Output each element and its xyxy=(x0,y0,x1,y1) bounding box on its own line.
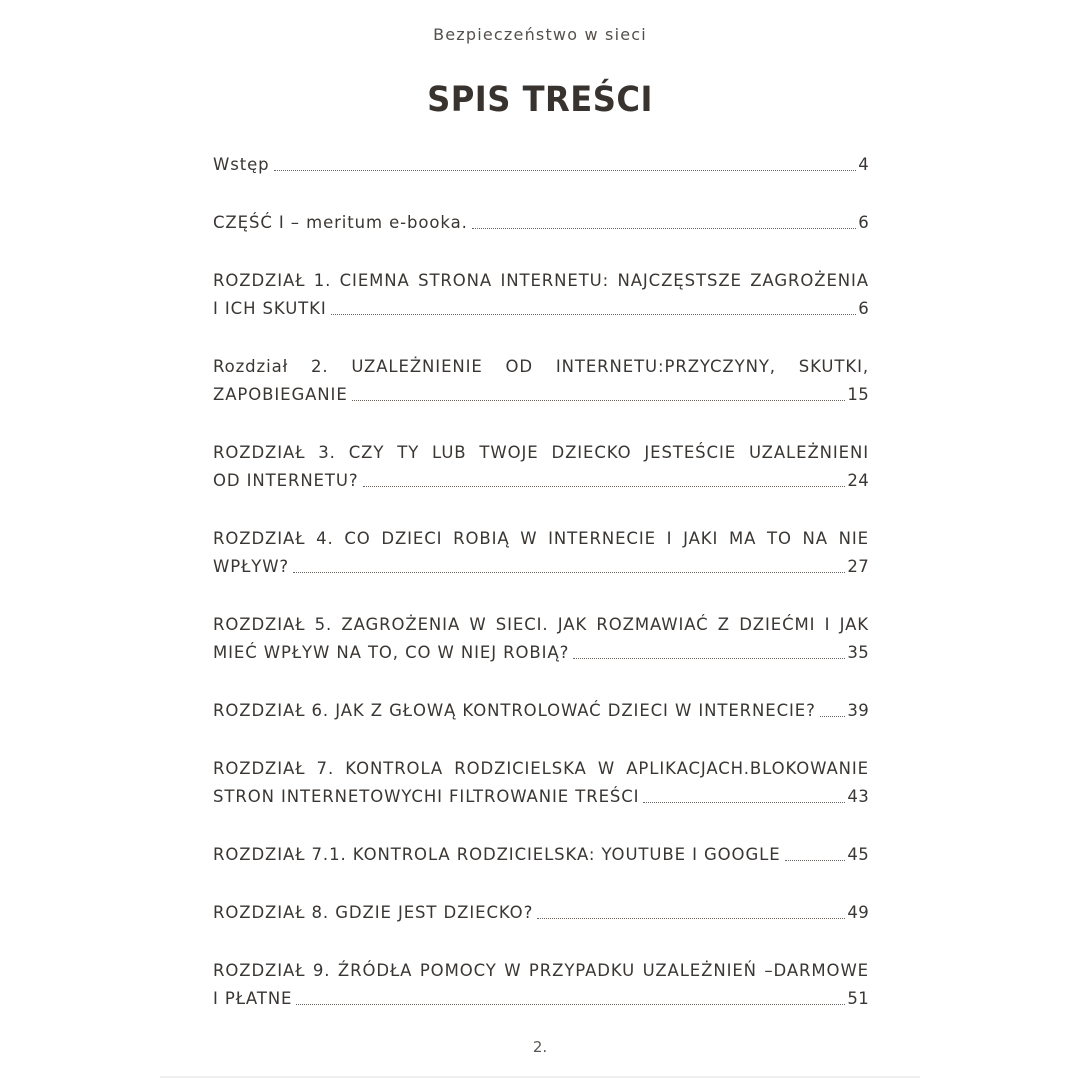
toc-entry-title-line1: ROZDZIAŁ 3. CZY TY LUB TWOJE DZIECKO JESTEŚCIE UZALEŻNIENI xyxy=(213,443,869,462)
toc-entry-title: CZĘŚĆ I – meritum e-booka. xyxy=(213,213,468,232)
dot-leader xyxy=(331,313,857,315)
toc-page-number: 15 xyxy=(847,385,869,404)
toc-entry-title: ROZDZIAŁ 8. GDZIE JEST DZIECKO? xyxy=(213,903,534,922)
toc-page-number: 43 xyxy=(847,787,869,806)
toc-entry[interactable] xyxy=(212,611,869,667)
toc-entry-title-line2: STRON INTERNETOWYCHI FILTROWANIE TREŚCI xyxy=(213,787,640,806)
toc-entry-title-line2: I ICH SKUTKI xyxy=(213,299,327,318)
toc-entry-title: ROZDZIAŁ 7.1. KONTROLA RODZICIELSKA: YOUTUBE I GOOGLE xyxy=(213,845,781,864)
toc-page-number: 6 xyxy=(858,299,869,318)
toc-entry-title-line2: I PŁATNE xyxy=(213,989,293,1008)
toc-entry-title-line1: ROZDZIAŁ 4. CO DZIECI ROBIĄ W INTERNECIE I JAKI MA TO NA NIE xyxy=(213,529,869,548)
toc-page-number: 4 xyxy=(858,155,869,174)
dot-leader xyxy=(573,657,845,659)
toc-entry[interactable] xyxy=(212,841,869,869)
dot-leader xyxy=(537,917,845,919)
dot-leader xyxy=(785,859,846,861)
toc-entry[interactable] xyxy=(212,209,869,237)
toc-entry-title-line1: Rozdział 2. UZALEŻNIENIE OD INTERNETU:PRZYCZYNY, SKUTKI, xyxy=(213,357,869,376)
toc-page-number: 24 xyxy=(847,471,869,490)
dot-leader xyxy=(274,169,857,171)
toc-entry-title-line1: ROZDZIAŁ 5. ZAGROŻENIA W SIECI. JAK ROZMAWIAĆ Z DZIEĆMI I JAK xyxy=(213,615,869,634)
toc-entry-title-line1: ROZDZIAŁ 1. CIEMNA STRONA INTERNETU: NAJCZĘSTSZE ZAGROŻENIA xyxy=(213,271,869,290)
dot-leader xyxy=(472,227,856,229)
toc-entry-title-line2: MIEĆ WPŁYW NA TO, CO W NIEJ ROBIĄ? xyxy=(213,643,570,662)
dot-leader xyxy=(293,571,845,573)
toc-page-number: 45 xyxy=(847,845,869,864)
toc-page-number: 49 xyxy=(847,903,869,922)
toc-entry[interactable] xyxy=(212,697,869,725)
dot-leader xyxy=(352,399,846,401)
toc-page-number: 27 xyxy=(847,557,869,576)
dot-leader xyxy=(820,715,846,717)
toc-entry[interactable] xyxy=(212,353,869,409)
toc-page-number: 6 xyxy=(858,213,869,232)
toc-entry[interactable] xyxy=(212,439,869,495)
toc-entry-title: ROZDZIAŁ 6. JAK Z GŁOWĄ KONTROLOWAĆ DZIECI W INTERNECIE? xyxy=(213,701,816,720)
toc-page-number: 51 xyxy=(847,989,869,1008)
toc-entry[interactable] xyxy=(212,151,869,179)
toc-page-number: 39 xyxy=(847,701,869,720)
toc-entry-title-line1: ROZDZIAŁ 9. ŹRÓDŁA POMOCY W PRZYPADKU UZALEŻNIEŃ –DARMOWE xyxy=(213,961,869,980)
dot-leader xyxy=(363,485,846,487)
toc-page-number: 35 xyxy=(847,643,869,662)
dot-leader xyxy=(643,801,845,803)
toc-entry[interactable] xyxy=(212,267,869,323)
toc-entry-title-line2: ZAPOBIEGANIE xyxy=(213,385,348,404)
toc-entry-title-line1: ROZDZIAŁ 7. KONTROLA RODZICIELSKA W APLIKACJACH.BLOKOWANIE xyxy=(213,759,869,778)
page-edge-divider xyxy=(160,1076,920,1078)
toc-entry-title-line2: OD INTERNETU? xyxy=(213,471,359,490)
toc-entry-title-line2: WPŁYW? xyxy=(213,557,290,576)
toc-entry-title: Wstęp xyxy=(213,155,270,174)
table-of-contents xyxy=(212,151,869,1043)
toc-entry[interactable] xyxy=(212,899,869,927)
toc-entry[interactable] xyxy=(212,525,869,581)
page-number: 2. xyxy=(532,1038,548,1056)
dot-leader xyxy=(296,1003,845,1005)
toc-title: SPIS TREŚCI xyxy=(427,80,653,120)
toc-entry[interactable] xyxy=(212,957,869,1013)
running-header: Bezpieczeństwo w sieci xyxy=(433,25,647,44)
toc-entry[interactable] xyxy=(212,755,869,811)
